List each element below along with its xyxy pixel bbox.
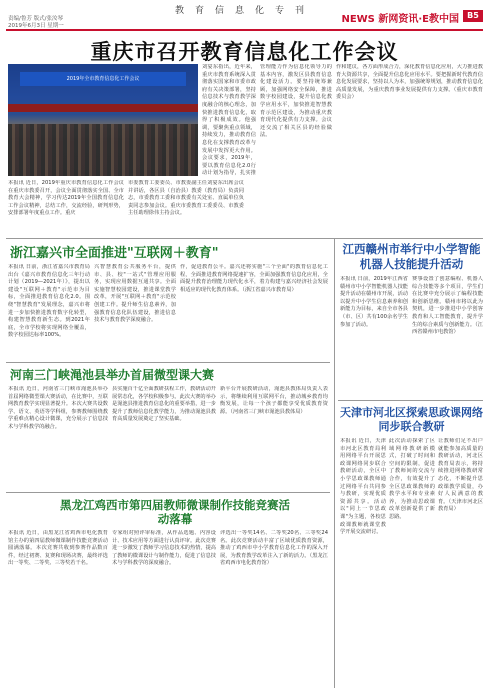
issue-date: 2019年6月3日 星期一 [8,23,64,29]
photo-audience [8,124,198,176]
heilongjiang-col-3: 评选出一等奖14名、二等奖20名、三等奖24名。此次竞赛活动丰富了区域优质教育资源，推动了鸡西市中小学教育信息化工作的深入开展，为教育教学改革注入了新的活力。（黑龙江省鸡西市电化教育馆） [220,530,328,567]
jiangxi-title: 江西赣州市举行中小学智能机器人技能提升活动 [342,242,481,271]
henan-col-3: 新平台开展教研活动，渑池县教体局负责人表示，将继续利用互联网平台，推动城乡教育均衡发展，让每一个孩子都能享受优质教育资源。（河南省三门峡市渑池县教体局） [220,386,328,415]
tianjin-col-2: 此次活动探索了区域网络教研新模式，打破了时间和空间的限制，促进了教师间的交流与合作，有效提升了全区思政课教师的教学水平和专业素养，为推动思政课改革创新提供了新思路。 [389,438,435,520]
lead-col-4: 管理能力作为信息化领导力的基本内容，激发区县教育信息化建设活力。要坚持统筹兼顾，加强网络安全保障，推进数字校园建设，提升信息化教学应用水平，加快推进智慧教育示范区建设，为推动重庆教育现代化提供有力支撑。会议还交流了相关区县的经验做法。 [260,64,332,139]
conference-photo [8,64,198,176]
zhejiang-col-3: 作，促进教育公平。嘉兴还将实施"三个全面"的教育信息化工程，全面推进教育网络提速扩容，全面加强教育信息化应用，全面提升教育治理能力现代化水平，着力构建与嘉兴经济社会发展相适应的现代化教育体系。（浙江省嘉兴市教育局） [180,264,328,293]
henan-col-2: 县实施百千亿全面教研扶程工作，教研活动开展常态化，各学校积极参与。此次大赛的举办是渑池县推进教育信息化的重要举措，进一步提升了教师信息化教学能力，为推动渑池县教育高质量发展奠定了坚实基础。 [112,386,216,423]
lead-col-2: 市委教育工委委员、市教委副主任刘宴东出席会议并讲话，各区县（自治县）教委（教育局）负责同志，市委教育工委和市教委有关处室、直属单位负责同志参加会议。重庆市委教育工委委员、市教委主任助理徐伟主持会议。 [128,180,244,217]
photo-banner: 2019年全市教育信息化工作会议 [20,72,186,86]
henan-title: 河南三门峡渑池县举办首届微型课大赛 [10,368,215,382]
lead-col-1: 本报讯 近日，2019年重庆市教育信息化工作会议在重庆市教委召开，会议全面贯彻落实全国、全市教育大会精神，学习传达2019年全国教育信息化工作会议精神，总结工作，交流经验，研判形势，安排部署年度重点工作。重庆 [8,180,124,217]
column-divider [334,238,335,688]
zhejiang-col-1: 本报讯 日前，浙江省嘉兴市教育局出台《嘉兴市教育信息化三年行动计划（2019—2021年）》，提出以建设"互联网＋教育"示范市为目标，全面推进教育信息化2.0。围绕"智慧教育"发展理念，嘉兴市将进一步加快推进教育数字化转型，构建智慧教育新生态。到2021年底，全市学校将实现网络全覆盖，数字校园达标率100%。 [8,264,90,339]
masthead [0,0,489,30]
column-title: 教育信息化专刊 [174,6,315,16]
heilongjiang-title: 黑龙江鸡西市第四届教师微课制作技能竞赛活动落幕 [60,498,290,526]
tianjin-col-3: 让教师们足不出户就能参加高质量的教研活动，河北区教育局表示，将持续推进网络教研常态化，不断提升思政课教学质量，办好人民满意的教育。（天津市河北区教育局） [438,438,483,513]
page-number: B5 [463,10,483,22]
heilongjiang-col-2: 专家组对照评审标准，从作品选题、内容设计、技术应用等方面进行认真评审。此次竞赛进一步激发了教师学习信息技术的热情，提高了教师的微课设计与制作能力，促进了信息技术与学科教学的深度融合。 [112,530,216,567]
section-divider [6,492,330,493]
section-divider [6,362,330,363]
zhejiang-title: 浙江嘉兴市全面推进"互联网＋教育" [10,246,219,261]
section-divider [338,400,483,401]
tianjin-col-1: 本报讯 近日，天津市河北区教育局利用网络平台开展思政课网络同步联合教研活动，全区中小学思政课教师通过网络平台共同参与教研，实现优质资源共享。活动以"同上一节思政课"为主题，各校思政课教师就课堂教学开展交流研讨。 [340,438,386,536]
newspaper-brand: NEWS 新网资讯·E教中国 [341,14,459,25]
photo-stage [8,104,198,112]
lead-col-5: 作和建议，各方面形成合力，深化教育信息化应用，大力推进教育大资源共享，全面提升信息化应用水平。要把握新时代教育信息化发展要求，坚持以人为本，加强统筹规划，推动教育信息化高质量发展，为重庆教育事业发展提供有力支撑。（重庆市教育委员会） [336,64,483,101]
tianjin-title: 天津市河北区探索思政课网络同步联合教研 [340,406,483,433]
jiangxi-col-1: 本报讯 日前，2019年江西省赣州市中小学智能机器人技能提升活动在赣州市开展，活动以提升中小学生信息素养和创新能力为目标，来自全市各县（市、区）共有100余名学生参加了活动。 [340,276,408,328]
editors: 责编/鲁芳 版式/张汝琴 [8,16,63,22]
editor-line [8,16,64,30]
lead-headline: 重庆市召开教育信息化工作会议 [90,40,399,64]
section-divider [6,238,483,239]
zhejiang-col-2: 兴智慧教育公共服务平台，提供市、县、校"一站式"管理应用服务，实现应用数据互通共享。全面实施智慧校园建设，推进课堂教学改革，开展"互联网＋教育"示范校创建工作。提升师生信息素养，加强教育信息化队伍建设，推进信息技术与教育教学深度融合。 [94,264,176,324]
heilongjiang-col-1: 本报讯 近日，由黑龙江省鸡西市电化教育馆主办的第四届教师微课制作技能竞赛活动圆满落幕。本次竞赛共收到参赛作品数百件，经过初赛、复赛和现场决赛，最终评选出一等奖、二等奖、三等奖若干名。 [8,530,108,567]
header-rule [6,29,483,31]
henan-col-1: 本报讯 近日，河南省三门峡市渑池县举办首届网络微型课大赛活动，在比赛中，互联网教育教学实现显著提升。本次大赛共设数学、语文、英语等学科组，参赛教师围绕教学重难点精心设计微课，充分展示了信息技术与学科教学的融合。 [8,386,108,430]
jiangxi-col-2: 赛事设置了创意编程、机器人综合技能等多个项目，学生们在比赛中充分展示了编程技能和创新思维。赣州市将以此为契机，进一步推进中小学创客教育和人工智能教育，提升学生的综合素质与创新能力。（江西省赣州市电教馆） [412,276,483,336]
lead-col-3: 刘宴东指出，近年来，重庆市教育系统深入贯彻落实国家和市委市政府有关决策部署，坚持信息技术与教育教学深度融合的核心理念，加快推进教育信息化，取得了积极成效。他强调，要聚焦重点领域，持续发力，推动教育信息化在支撑教育改革与发展中发挥更大作用。会议要求，2019年，要以教育信息化2.0行动计划为指导，扎实推 [202,64,256,176]
